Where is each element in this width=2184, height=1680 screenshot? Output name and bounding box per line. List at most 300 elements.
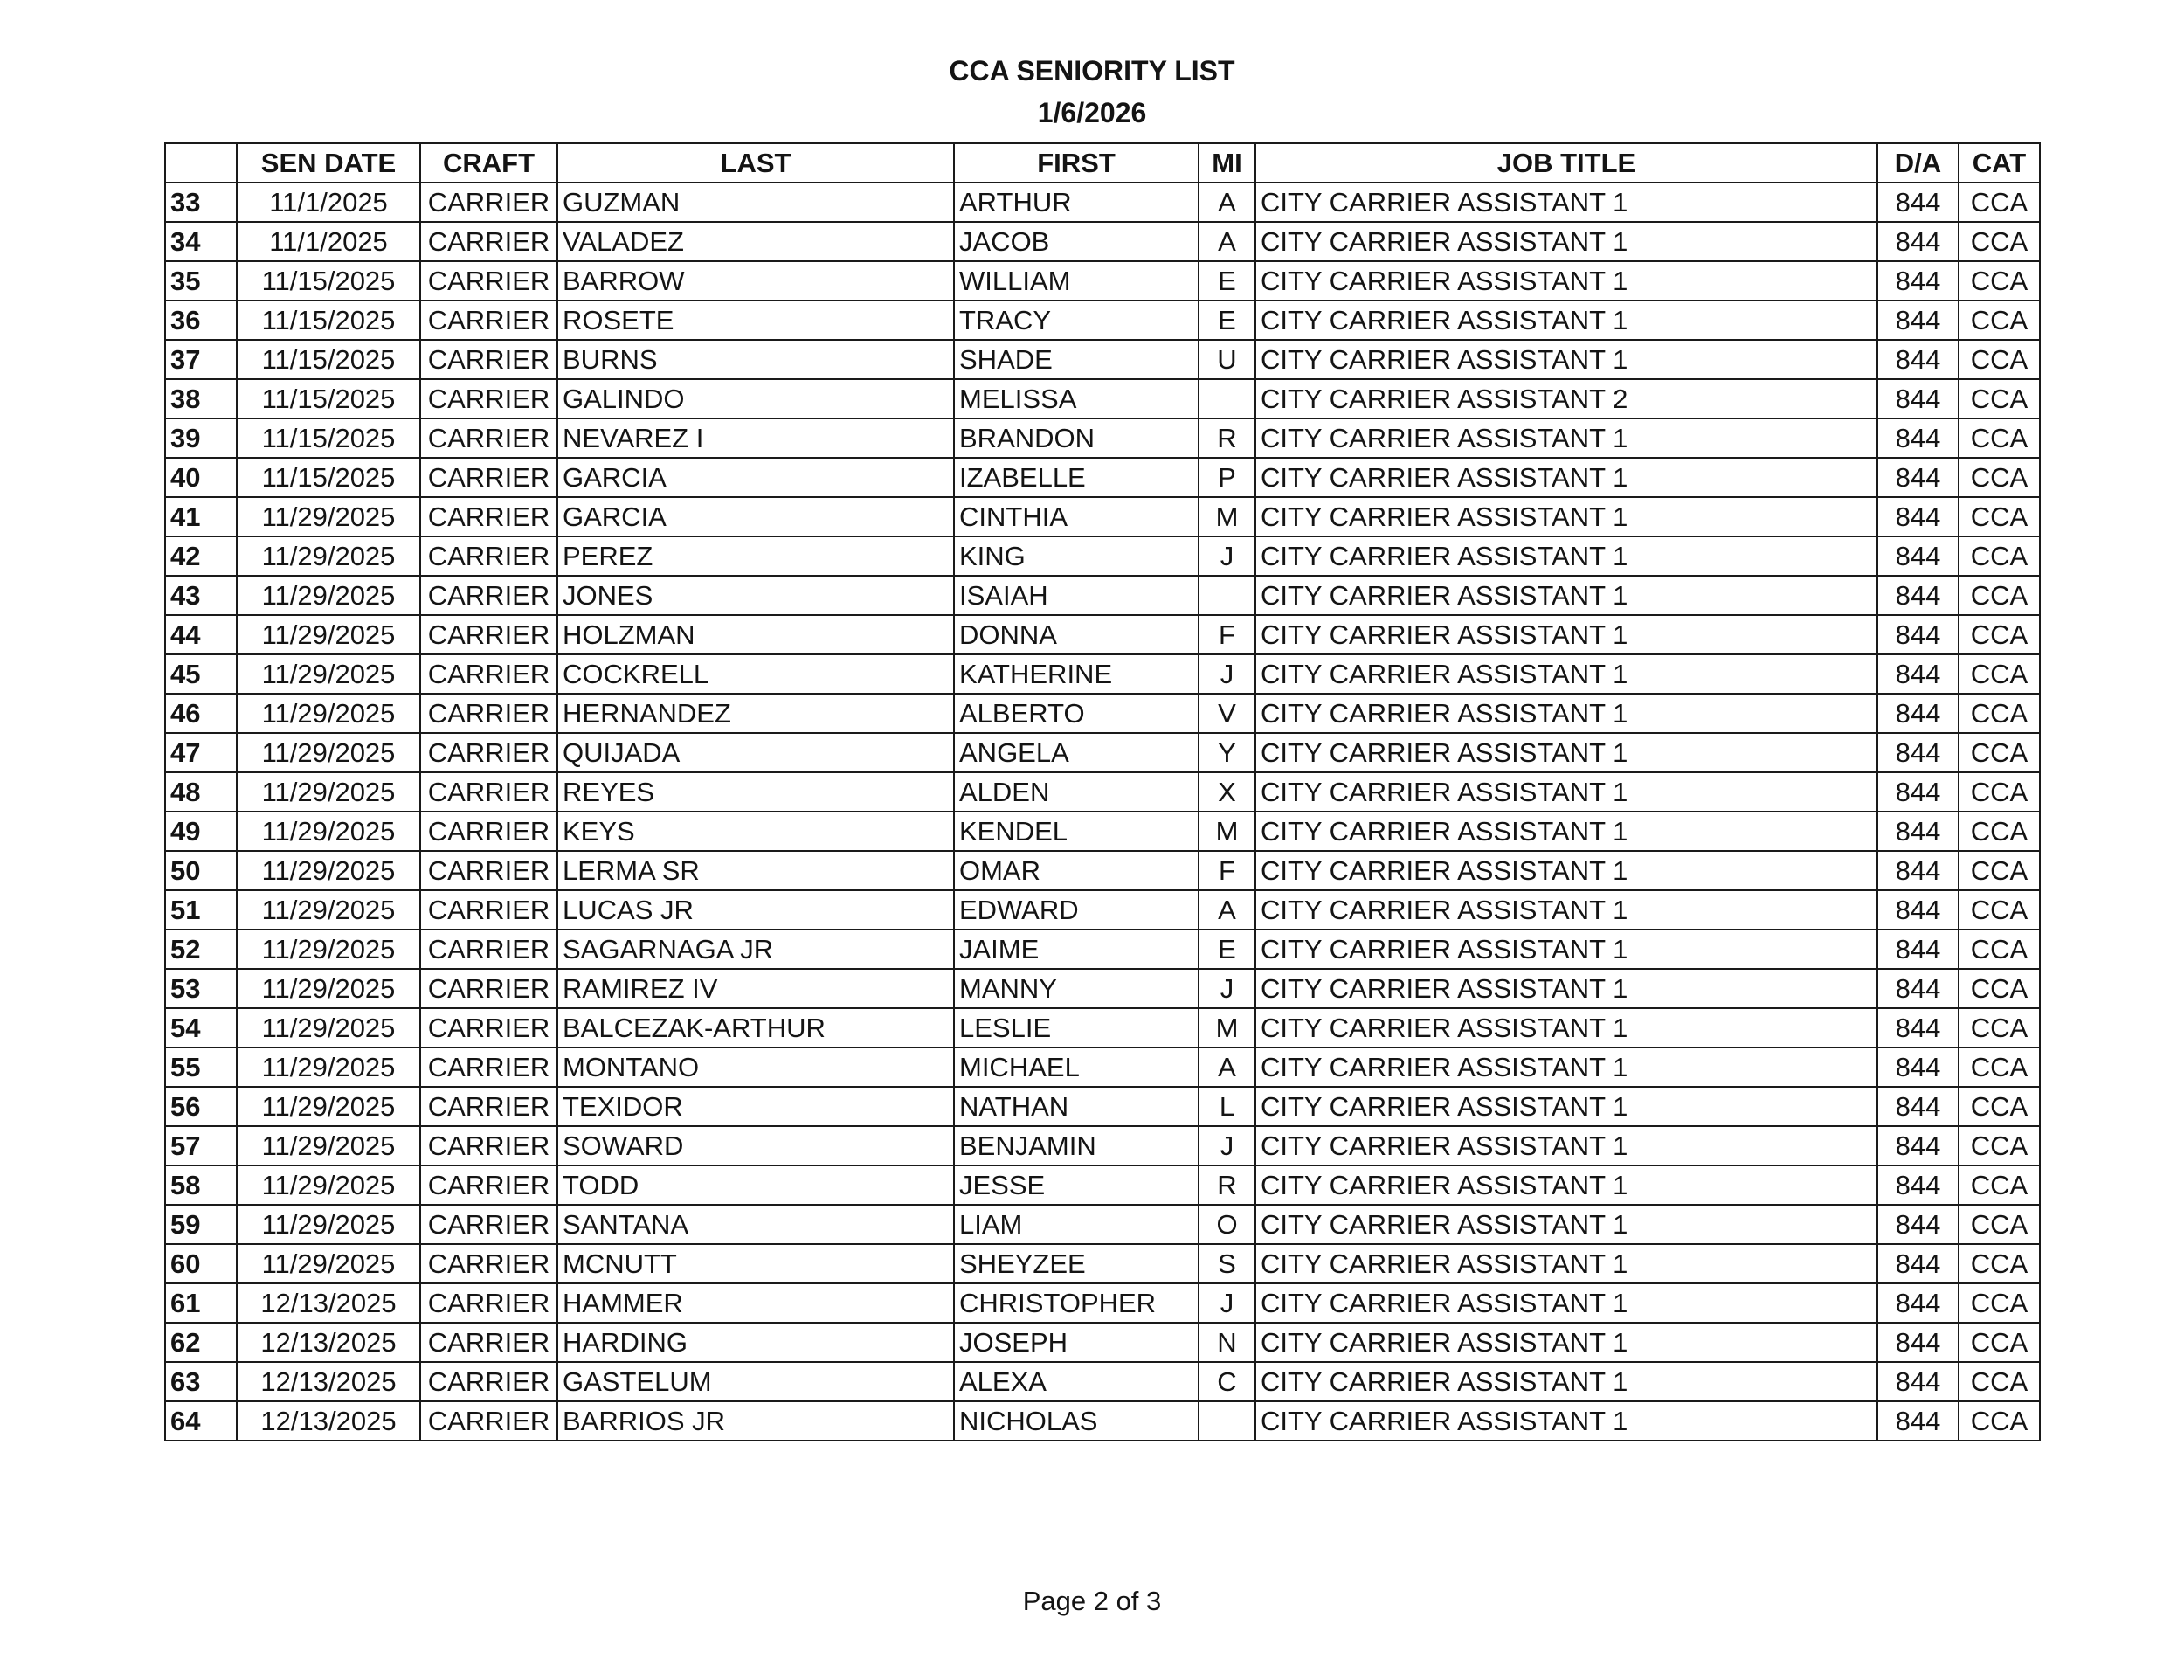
cat-cell: CCA bbox=[1959, 418, 2040, 458]
sen-date-cell: 12/13/2025 bbox=[237, 1283, 420, 1323]
craft-cell: CARRIER bbox=[420, 301, 557, 340]
last-name-cell: GUZMAN bbox=[557, 183, 954, 222]
sen-date-cell: 11/29/2025 bbox=[237, 1126, 420, 1165]
row-number: 39 bbox=[165, 418, 237, 458]
sen-date-cell: 11/1/2025 bbox=[237, 222, 420, 261]
row-number: 53 bbox=[165, 969, 237, 1008]
sen-date-cell: 11/29/2025 bbox=[237, 1087, 420, 1126]
sen-date-cell: 11/15/2025 bbox=[237, 418, 420, 458]
middle-initial-cell: X bbox=[1199, 772, 1255, 812]
table-row bbox=[165, 1126, 2040, 1165]
cat-cell: CCA bbox=[1959, 851, 2040, 890]
job-title-cell: CITY CARRIER ASSISTANT 1 bbox=[1255, 458, 1877, 497]
sen-date-cell: 11/29/2025 bbox=[237, 497, 420, 536]
cat-cell: CCA bbox=[1959, 340, 2040, 379]
craft-cell: CARRIER bbox=[420, 576, 557, 615]
sen-date-cell: 11/29/2025 bbox=[237, 1244, 420, 1283]
craft-cell: CARRIER bbox=[420, 969, 557, 1008]
column-header-sen-date: SEN DATE bbox=[237, 143, 420, 183]
da-cell: 844 bbox=[1877, 1047, 1959, 1087]
row-number: 36 bbox=[165, 301, 237, 340]
middle-initial-cell: A bbox=[1199, 222, 1255, 261]
craft-cell: CARRIER bbox=[420, 694, 557, 733]
last-name-cell: REYES bbox=[557, 772, 954, 812]
last-name-cell: RAMIREZ IV bbox=[557, 969, 954, 1008]
middle-initial-cell: M bbox=[1199, 497, 1255, 536]
last-name-cell: HOLZMAN bbox=[557, 615, 954, 654]
first-name-cell: IZABELLE bbox=[954, 458, 1199, 497]
middle-initial-cell: R bbox=[1199, 418, 1255, 458]
sen-date-cell: 11/29/2025 bbox=[237, 654, 420, 694]
job-title-cell: CITY CARRIER ASSISTANT 1 bbox=[1255, 733, 1877, 772]
craft-cell: CARRIER bbox=[420, 1283, 557, 1323]
da-cell: 844 bbox=[1877, 615, 1959, 654]
table-row bbox=[165, 654, 2040, 694]
job-title-cell: CITY CARRIER ASSISTANT 1 bbox=[1255, 418, 1877, 458]
table-row bbox=[165, 812, 2040, 851]
cat-cell: CCA bbox=[1959, 615, 2040, 654]
row-number: 46 bbox=[165, 694, 237, 733]
job-title-cell: CITY CARRIER ASSISTANT 1 bbox=[1255, 536, 1877, 576]
last-name-cell: LERMA SR bbox=[557, 851, 954, 890]
da-cell: 844 bbox=[1877, 536, 1959, 576]
row-number: 52 bbox=[165, 930, 237, 969]
last-name-cell: COCKRELL bbox=[557, 654, 954, 694]
da-cell: 844 bbox=[1877, 772, 1959, 812]
cat-cell: CCA bbox=[1959, 969, 2040, 1008]
last-name-cell: LUCAS JR bbox=[557, 890, 954, 930]
job-title-cell: CITY CARRIER ASSISTANT 1 bbox=[1255, 1401, 1877, 1441]
craft-cell: CARRIER bbox=[420, 1323, 557, 1362]
row-number: 62 bbox=[165, 1323, 237, 1362]
last-name-cell: NEVAREZ I bbox=[557, 418, 954, 458]
first-name-cell: JAIME bbox=[954, 930, 1199, 969]
da-cell: 844 bbox=[1877, 1205, 1959, 1244]
sen-date-cell: 11/29/2025 bbox=[237, 851, 420, 890]
table-row bbox=[165, 1087, 2040, 1126]
da-cell: 844 bbox=[1877, 654, 1959, 694]
first-name-cell: CINTHIA bbox=[954, 497, 1199, 536]
job-title-cell: CITY CARRIER ASSISTANT 1 bbox=[1255, 1244, 1877, 1283]
row-number: 63 bbox=[165, 1362, 237, 1401]
middle-initial-cell: P bbox=[1199, 458, 1255, 497]
middle-initial-cell: S bbox=[1199, 1244, 1255, 1283]
row-number: 55 bbox=[165, 1047, 237, 1087]
da-cell: 844 bbox=[1877, 1362, 1959, 1401]
table-row bbox=[165, 458, 2040, 497]
cat-cell: CCA bbox=[1959, 301, 2040, 340]
cat-cell: CCA bbox=[1959, 1323, 2040, 1362]
craft-cell: CARRIER bbox=[420, 615, 557, 654]
first-name-cell: JACOB bbox=[954, 222, 1199, 261]
job-title-cell: CITY CARRIER ASSISTANT 1 bbox=[1255, 890, 1877, 930]
cat-cell: CCA bbox=[1959, 222, 2040, 261]
cat-cell: CCA bbox=[1959, 458, 2040, 497]
craft-cell: CARRIER bbox=[420, 733, 557, 772]
middle-initial-cell: F bbox=[1199, 851, 1255, 890]
list-date: 1/6/2026 bbox=[1037, 97, 1147, 128]
first-name-cell: MICHAEL bbox=[954, 1047, 1199, 1087]
first-name-cell: OMAR bbox=[954, 851, 1199, 890]
table-row bbox=[165, 890, 2040, 930]
table-row bbox=[165, 615, 2040, 654]
table-row bbox=[165, 851, 2040, 890]
da-cell: 844 bbox=[1877, 1087, 1959, 1126]
sen-date-cell: 11/15/2025 bbox=[237, 261, 420, 301]
sen-date-cell: 11/29/2025 bbox=[237, 930, 420, 969]
table-row bbox=[165, 1165, 2040, 1205]
table-row bbox=[165, 1401, 2040, 1441]
job-title-cell: CITY CARRIER ASSISTANT 1 bbox=[1255, 930, 1877, 969]
sen-date-cell: 11/15/2025 bbox=[237, 379, 420, 418]
cat-cell: CCA bbox=[1959, 497, 2040, 536]
da-cell: 844 bbox=[1877, 1323, 1959, 1362]
first-name-cell: ARTHUR bbox=[954, 183, 1199, 222]
sen-date-cell: 11/29/2025 bbox=[237, 576, 420, 615]
last-name-cell: ROSETE bbox=[557, 301, 954, 340]
craft-cell: CARRIER bbox=[420, 851, 557, 890]
row-number: 45 bbox=[165, 654, 237, 694]
sen-date-cell: 12/13/2025 bbox=[237, 1362, 420, 1401]
middle-initial-cell: M bbox=[1199, 1008, 1255, 1047]
craft-cell: CARRIER bbox=[420, 261, 557, 301]
middle-initial-cell: E bbox=[1199, 301, 1255, 340]
column-header-cat: CAT bbox=[1959, 143, 2040, 183]
sen-date-cell: 12/13/2025 bbox=[237, 1401, 420, 1441]
row-number: 57 bbox=[165, 1126, 237, 1165]
job-title-cell: CITY CARRIER ASSISTANT 1 bbox=[1255, 1283, 1877, 1323]
table-row bbox=[165, 301, 2040, 340]
middle-initial-cell: N bbox=[1199, 1323, 1255, 1362]
table-row bbox=[165, 1205, 2040, 1244]
last-name-cell: QUIJADA bbox=[557, 733, 954, 772]
job-title-cell: CITY CARRIER ASSISTANT 1 bbox=[1255, 615, 1877, 654]
sen-date-cell: 11/1/2025 bbox=[237, 183, 420, 222]
sen-date-cell: 11/29/2025 bbox=[237, 1205, 420, 1244]
cat-cell: CCA bbox=[1959, 890, 2040, 930]
craft-cell: CARRIER bbox=[420, 1008, 557, 1047]
job-title-cell: CITY CARRIER ASSISTANT 1 bbox=[1255, 497, 1877, 536]
cat-cell: CCA bbox=[1959, 654, 2040, 694]
table-row bbox=[165, 1362, 2040, 1401]
da-cell: 844 bbox=[1877, 1244, 1959, 1283]
row-number: 58 bbox=[165, 1165, 237, 1205]
middle-initial-cell: U bbox=[1199, 340, 1255, 379]
job-title-cell: CITY CARRIER ASSISTANT 1 bbox=[1255, 1008, 1877, 1047]
cat-cell: CCA bbox=[1959, 1283, 2040, 1323]
first-name-cell: NICHOLAS bbox=[954, 1401, 1199, 1441]
middle-initial-cell bbox=[1199, 576, 1255, 615]
job-title-cell: CITY CARRIER ASSISTANT 1 bbox=[1255, 340, 1877, 379]
row-number: 54 bbox=[165, 1008, 237, 1047]
first-name-cell: JESSE bbox=[954, 1165, 1199, 1205]
last-name-cell: GALINDO bbox=[557, 379, 954, 418]
row-number: 41 bbox=[165, 497, 237, 536]
job-title-cell: CITY CARRIER ASSISTANT 1 bbox=[1255, 576, 1877, 615]
da-cell: 844 bbox=[1877, 418, 1959, 458]
first-name-cell: DONNA bbox=[954, 615, 1199, 654]
da-cell: 844 bbox=[1877, 851, 1959, 890]
first-name-cell: ISAIAH bbox=[954, 576, 1199, 615]
craft-cell: CARRIER bbox=[420, 340, 557, 379]
sen-date-cell: 11/15/2025 bbox=[237, 301, 420, 340]
middle-initial-cell: E bbox=[1199, 930, 1255, 969]
last-name-cell: BARRIOS JR bbox=[557, 1401, 954, 1441]
job-title-cell: CITY CARRIER ASSISTANT 1 bbox=[1255, 1126, 1877, 1165]
da-cell: 844 bbox=[1877, 930, 1959, 969]
sen-date-cell: 11/29/2025 bbox=[237, 1008, 420, 1047]
da-cell: 844 bbox=[1877, 812, 1959, 851]
first-name-cell: TRACY bbox=[954, 301, 1199, 340]
middle-initial-cell: M bbox=[1199, 812, 1255, 851]
table-row bbox=[165, 576, 2040, 615]
job-title-cell: CITY CARRIER ASSISTANT 1 bbox=[1255, 969, 1877, 1008]
last-name-cell: MONTANO bbox=[557, 1047, 954, 1087]
last-name-cell: MCNUTT bbox=[557, 1244, 954, 1283]
cat-cell: CCA bbox=[1959, 576, 2040, 615]
sen-date-cell: 11/15/2025 bbox=[237, 458, 420, 497]
middle-initial-cell: L bbox=[1199, 1087, 1255, 1126]
craft-cell: CARRIER bbox=[420, 458, 557, 497]
sen-date-cell: 11/29/2025 bbox=[237, 694, 420, 733]
table-row bbox=[165, 969, 2040, 1008]
table-row bbox=[165, 222, 2040, 261]
job-title-cell: CITY CARRIER ASSISTANT 1 bbox=[1255, 1087, 1877, 1126]
row-number: 59 bbox=[165, 1205, 237, 1244]
first-name-cell: LESLIE bbox=[954, 1008, 1199, 1047]
da-cell: 844 bbox=[1877, 340, 1959, 379]
first-name-cell: KENDEL bbox=[954, 812, 1199, 851]
job-title-cell: CITY CARRIER ASSISTANT 1 bbox=[1255, 301, 1877, 340]
craft-cell: CARRIER bbox=[420, 930, 557, 969]
row-number: 43 bbox=[165, 576, 237, 615]
cat-cell: CCA bbox=[1959, 183, 2040, 222]
first-name-cell: SHADE bbox=[954, 340, 1199, 379]
sen-date-cell: 11/29/2025 bbox=[237, 1165, 420, 1205]
last-name-cell: PEREZ bbox=[557, 536, 954, 576]
middle-initial-cell: J bbox=[1199, 536, 1255, 576]
middle-initial-cell: O bbox=[1199, 1205, 1255, 1244]
last-name-cell: BARROW bbox=[557, 261, 954, 301]
da-cell: 844 bbox=[1877, 890, 1959, 930]
column-header-da: D/A bbox=[1877, 143, 1959, 183]
table-row bbox=[165, 772, 2040, 812]
job-title-cell: CITY CARRIER ASSISTANT 1 bbox=[1255, 1047, 1877, 1087]
first-name-cell: KING bbox=[954, 536, 1199, 576]
first-name-cell: KATHERINE bbox=[954, 654, 1199, 694]
craft-cell: CARRIER bbox=[420, 1047, 557, 1087]
first-name-cell: LIAM bbox=[954, 1205, 1199, 1244]
craft-cell: CARRIER bbox=[420, 890, 557, 930]
craft-cell: CARRIER bbox=[420, 536, 557, 576]
page-title: CCA SENIORITY LIST bbox=[949, 55, 1235, 86]
first-name-cell: ALBERTO bbox=[954, 694, 1199, 733]
last-name-cell: KEYS bbox=[557, 812, 954, 851]
cat-cell: CCA bbox=[1959, 1047, 2040, 1087]
first-name-cell: JOSEPH bbox=[954, 1323, 1199, 1362]
middle-initial-cell: V bbox=[1199, 694, 1255, 733]
middle-initial-cell: E bbox=[1199, 261, 1255, 301]
first-name-cell: ALEXA bbox=[954, 1362, 1199, 1401]
craft-cell: CARRIER bbox=[420, 1244, 557, 1283]
middle-initial-cell: C bbox=[1199, 1362, 1255, 1401]
last-name-cell: VALADEZ bbox=[557, 222, 954, 261]
first-name-cell: CHRISTOPHER bbox=[954, 1283, 1199, 1323]
row-number: 33 bbox=[165, 183, 237, 222]
da-cell: 844 bbox=[1877, 1008, 1959, 1047]
last-name-cell: TODD bbox=[557, 1165, 954, 1205]
da-cell: 844 bbox=[1877, 1401, 1959, 1441]
last-name-cell: SANTANA bbox=[557, 1205, 954, 1244]
da-cell: 844 bbox=[1877, 497, 1959, 536]
sen-date-cell: 11/15/2025 bbox=[237, 340, 420, 379]
column-header-craft: CRAFT bbox=[420, 143, 557, 183]
craft-cell: CARRIER bbox=[420, 772, 557, 812]
cat-cell: CCA bbox=[1959, 733, 2040, 772]
sen-date-cell: 11/29/2025 bbox=[237, 615, 420, 654]
sen-date-cell: 11/29/2025 bbox=[237, 1047, 420, 1087]
column-header-last: LAST bbox=[557, 143, 954, 183]
last-name-cell: HARDING bbox=[557, 1323, 954, 1362]
first-name-cell: NATHAN bbox=[954, 1087, 1199, 1126]
column-header-job-title: JOB TITLE bbox=[1255, 143, 1877, 183]
job-title-cell: CITY CARRIER ASSISTANT 1 bbox=[1255, 694, 1877, 733]
middle-initial-cell: A bbox=[1199, 1047, 1255, 1087]
last-name-cell: HAMMER bbox=[557, 1283, 954, 1323]
da-cell: 844 bbox=[1877, 261, 1959, 301]
job-title-cell: CITY CARRIER ASSISTANT 2 bbox=[1255, 379, 1877, 418]
middle-initial-cell: J bbox=[1199, 1283, 1255, 1323]
middle-initial-cell bbox=[1199, 1401, 1255, 1441]
table-body bbox=[165, 183, 2040, 1441]
job-title-cell: CITY CARRIER ASSISTANT 1 bbox=[1255, 654, 1877, 694]
table-row bbox=[165, 733, 2040, 772]
first-name-cell: MANNY bbox=[954, 969, 1199, 1008]
da-cell: 844 bbox=[1877, 458, 1959, 497]
table-row bbox=[165, 1008, 2040, 1047]
cat-cell: CCA bbox=[1959, 694, 2040, 733]
table-row bbox=[165, 1244, 2040, 1283]
last-name-cell: HERNANDEZ bbox=[557, 694, 954, 733]
last-name-cell: GASTELUM bbox=[557, 1362, 954, 1401]
table-row bbox=[165, 418, 2040, 458]
table-row bbox=[165, 694, 2040, 733]
craft-cell: CARRIER bbox=[420, 1205, 557, 1244]
sen-date-cell: 11/29/2025 bbox=[237, 772, 420, 812]
sen-date-cell: 11/29/2025 bbox=[237, 812, 420, 851]
cat-cell: CCA bbox=[1959, 536, 2040, 576]
middle-initial-cell: R bbox=[1199, 1165, 1255, 1205]
table-row bbox=[165, 1283, 2040, 1323]
table-row bbox=[165, 497, 2040, 536]
last-name-cell: SOWARD bbox=[557, 1126, 954, 1165]
first-name-cell: ANGELA bbox=[954, 733, 1199, 772]
cat-cell: CCA bbox=[1959, 1362, 2040, 1401]
row-number: 40 bbox=[165, 458, 237, 497]
last-name-cell: BALCEZAK-ARTHUR bbox=[557, 1008, 954, 1047]
cat-cell: CCA bbox=[1959, 812, 2040, 851]
cat-cell: CCA bbox=[1959, 1008, 2040, 1047]
craft-cell: CARRIER bbox=[420, 1401, 557, 1441]
job-title-cell: CITY CARRIER ASSISTANT 1 bbox=[1255, 1323, 1877, 1362]
middle-initial-cell: J bbox=[1199, 1126, 1255, 1165]
first-name-cell: EDWARD bbox=[954, 890, 1199, 930]
middle-initial-cell bbox=[1199, 379, 1255, 418]
page-number: Page 2 of 3 bbox=[1022, 1586, 1162, 1616]
row-number: 64 bbox=[165, 1401, 237, 1441]
job-title-cell: CITY CARRIER ASSISTANT 1 bbox=[1255, 1165, 1877, 1205]
table-row bbox=[165, 1047, 2040, 1087]
row-number: 51 bbox=[165, 890, 237, 930]
job-title-cell: CITY CARRIER ASSISTANT 1 bbox=[1255, 1362, 1877, 1401]
craft-cell: CARRIER bbox=[420, 1087, 557, 1126]
row-number: 37 bbox=[165, 340, 237, 379]
craft-cell: CARRIER bbox=[420, 497, 557, 536]
da-cell: 844 bbox=[1877, 694, 1959, 733]
cat-cell: CCA bbox=[1959, 261, 2040, 301]
first-name-cell: BENJAMIN bbox=[954, 1126, 1199, 1165]
table-row bbox=[165, 536, 2040, 576]
job-title-cell: CITY CARRIER ASSISTANT 1 bbox=[1255, 183, 1877, 222]
first-name-cell: WILLIAM bbox=[954, 261, 1199, 301]
row-number: 50 bbox=[165, 851, 237, 890]
table-row bbox=[165, 379, 2040, 418]
job-title-cell: CITY CARRIER ASSISTANT 1 bbox=[1255, 222, 1877, 261]
cat-cell: CCA bbox=[1959, 379, 2040, 418]
da-cell: 844 bbox=[1877, 576, 1959, 615]
column-header-first: FIRST bbox=[954, 143, 1199, 183]
craft-cell: CARRIER bbox=[420, 222, 557, 261]
last-name-cell: BURNS bbox=[557, 340, 954, 379]
da-cell: 844 bbox=[1877, 183, 1959, 222]
cat-cell: CCA bbox=[1959, 1126, 2040, 1165]
last-name-cell: GARCIA bbox=[557, 497, 954, 536]
cat-cell: CCA bbox=[1959, 930, 2040, 969]
craft-cell: CARRIER bbox=[420, 183, 557, 222]
da-cell: 844 bbox=[1877, 379, 1959, 418]
row-number: 49 bbox=[165, 812, 237, 851]
row-number: 56 bbox=[165, 1087, 237, 1126]
row-number: 42 bbox=[165, 536, 237, 576]
row-number: 60 bbox=[165, 1244, 237, 1283]
job-title-cell: CITY CARRIER ASSISTANT 1 bbox=[1255, 1205, 1877, 1244]
sen-date-cell: 12/13/2025 bbox=[237, 1323, 420, 1362]
last-name-cell: JONES bbox=[557, 576, 954, 615]
da-cell: 844 bbox=[1877, 222, 1959, 261]
craft-cell: CARRIER bbox=[420, 418, 557, 458]
table-row bbox=[165, 183, 2040, 222]
da-cell: 844 bbox=[1877, 969, 1959, 1008]
first-name-cell: ALDEN bbox=[954, 772, 1199, 812]
first-name-cell: MELISSA bbox=[954, 379, 1199, 418]
column-header-mi: MI bbox=[1199, 143, 1255, 183]
cat-cell: CCA bbox=[1959, 1244, 2040, 1283]
middle-initial-cell: A bbox=[1199, 183, 1255, 222]
last-name-cell: TEXIDOR bbox=[557, 1087, 954, 1126]
middle-initial-cell: Y bbox=[1199, 733, 1255, 772]
middle-initial-cell: J bbox=[1199, 969, 1255, 1008]
craft-cell: CARRIER bbox=[420, 1165, 557, 1205]
craft-cell: CARRIER bbox=[420, 654, 557, 694]
row-number: 38 bbox=[165, 379, 237, 418]
row-number: 48 bbox=[165, 772, 237, 812]
header-row bbox=[165, 143, 2040, 183]
table-row bbox=[165, 340, 2040, 379]
job-title-cell: CITY CARRIER ASSISTANT 1 bbox=[1255, 812, 1877, 851]
row-number: 44 bbox=[165, 615, 237, 654]
middle-initial-cell: A bbox=[1199, 890, 1255, 930]
sen-date-cell: 11/29/2025 bbox=[237, 890, 420, 930]
